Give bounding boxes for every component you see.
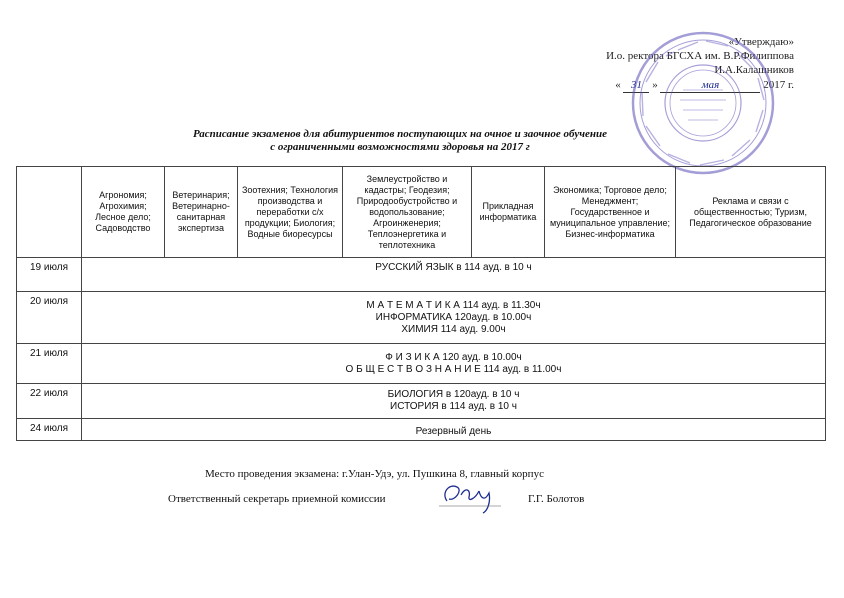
row-date: 24 июля [17, 419, 82, 441]
header-cell: Экономика; Торговое дело; Менеджмент; Государственное и муниципальное управление; Бизнес-информатика [545, 167, 676, 258]
header-cell: Реклама и связи с общественностью; Туризм, Педагогическое образование [676, 167, 826, 258]
exam-line: РУССКИЙ ЯЗЫК в 114 ауд. в 10 ч [375, 262, 532, 273]
exam-line: Резервный день [415, 426, 492, 437]
table-row [17, 258, 826, 292]
secretary-name: Г.Г. Болотов [528, 493, 585, 505]
approval-name: И.А.Калашников [714, 64, 794, 76]
row-content [82, 384, 826, 419]
table-row [17, 419, 826, 441]
row-content [82, 419, 826, 441]
exam-line: Ф И З И К А 120 ауд. в 10.00ч [385, 351, 522, 363]
row-date: 21 июля [17, 344, 82, 384]
exam-line: ИНФОРМАТИКА 120ауд. в 10.00ч [375, 311, 532, 323]
date-open: « [615, 79, 621, 91]
date-day: 31 [623, 78, 649, 93]
exam-line: М А Т Е М А Т И К А 114 ауд. в 11.30ч [366, 299, 541, 311]
header-cell: Землеустройство и кадастры; Геодезия; Природообустройство и водопользование; Агроинженерия; Теплоэнергетика и теплотехника [343, 167, 472, 258]
exam-line: ХИМИЯ 114 ауд. 9.00ч [401, 323, 506, 335]
table-header-row [17, 167, 826, 258]
secretary-label: Ответственный секретарь приемной комиссии [168, 493, 386, 505]
header-cell: Агрономия; Агрохимия; Лесное дело; Садоводство [82, 167, 165, 258]
header-cell: Прикладная информатика [472, 167, 545, 258]
date-year: 2017 г. [763, 79, 794, 91]
title-line-2: с ограниченными возможностями здоровья на 2017 г [270, 141, 530, 153]
table-row [17, 384, 826, 419]
row-date: 19 июля [17, 258, 82, 292]
exam-line: ИСТОРИЯ в 114 ауд. в 10 ч [390, 401, 517, 412]
row-date: 22 июля [17, 384, 82, 419]
exam-location: Место проведения экзамена: г.Улан-Удэ, ул. Пушкина 8, главный корпус [205, 468, 544, 480]
approval-heading: «Утверждаю» [728, 36, 794, 48]
signature-icon [435, 475, 505, 515]
approval-position: И.о. ректора БГСХА им. В.Р.Филиппова [606, 50, 794, 62]
date-month: мая [660, 78, 760, 93]
date-close: » [652, 79, 658, 91]
exam-line: О Б Щ Е С Т В О З Н А Н И Е 114 ауд. в 11.00ч [345, 363, 562, 375]
header-cell: Зоотехния; Технология производства и переработки с/х продукции; Биология; Водные биоресурсы [238, 167, 343, 258]
document-title [120, 128, 680, 154]
header-blank-cell [17, 167, 82, 258]
row-date: 20 июля [17, 292, 82, 344]
exam-schedule-table [16, 166, 826, 441]
row-content [82, 344, 826, 384]
exam-line: БИОЛОГИЯ в 120ауд. в 10 ч [387, 389, 520, 400]
official-seal-icon [628, 28, 778, 178]
header-cell: Ветеринария; Ветеринарно-санитарная экспертиза [165, 167, 238, 258]
title-line-1: Расписание экзаменов для абитуриентов поступающих на очное и заочное обучение [193, 128, 607, 140]
table-row [17, 344, 826, 384]
table-row [17, 292, 826, 344]
row-content [82, 258, 826, 292]
row-content [82, 292, 826, 344]
